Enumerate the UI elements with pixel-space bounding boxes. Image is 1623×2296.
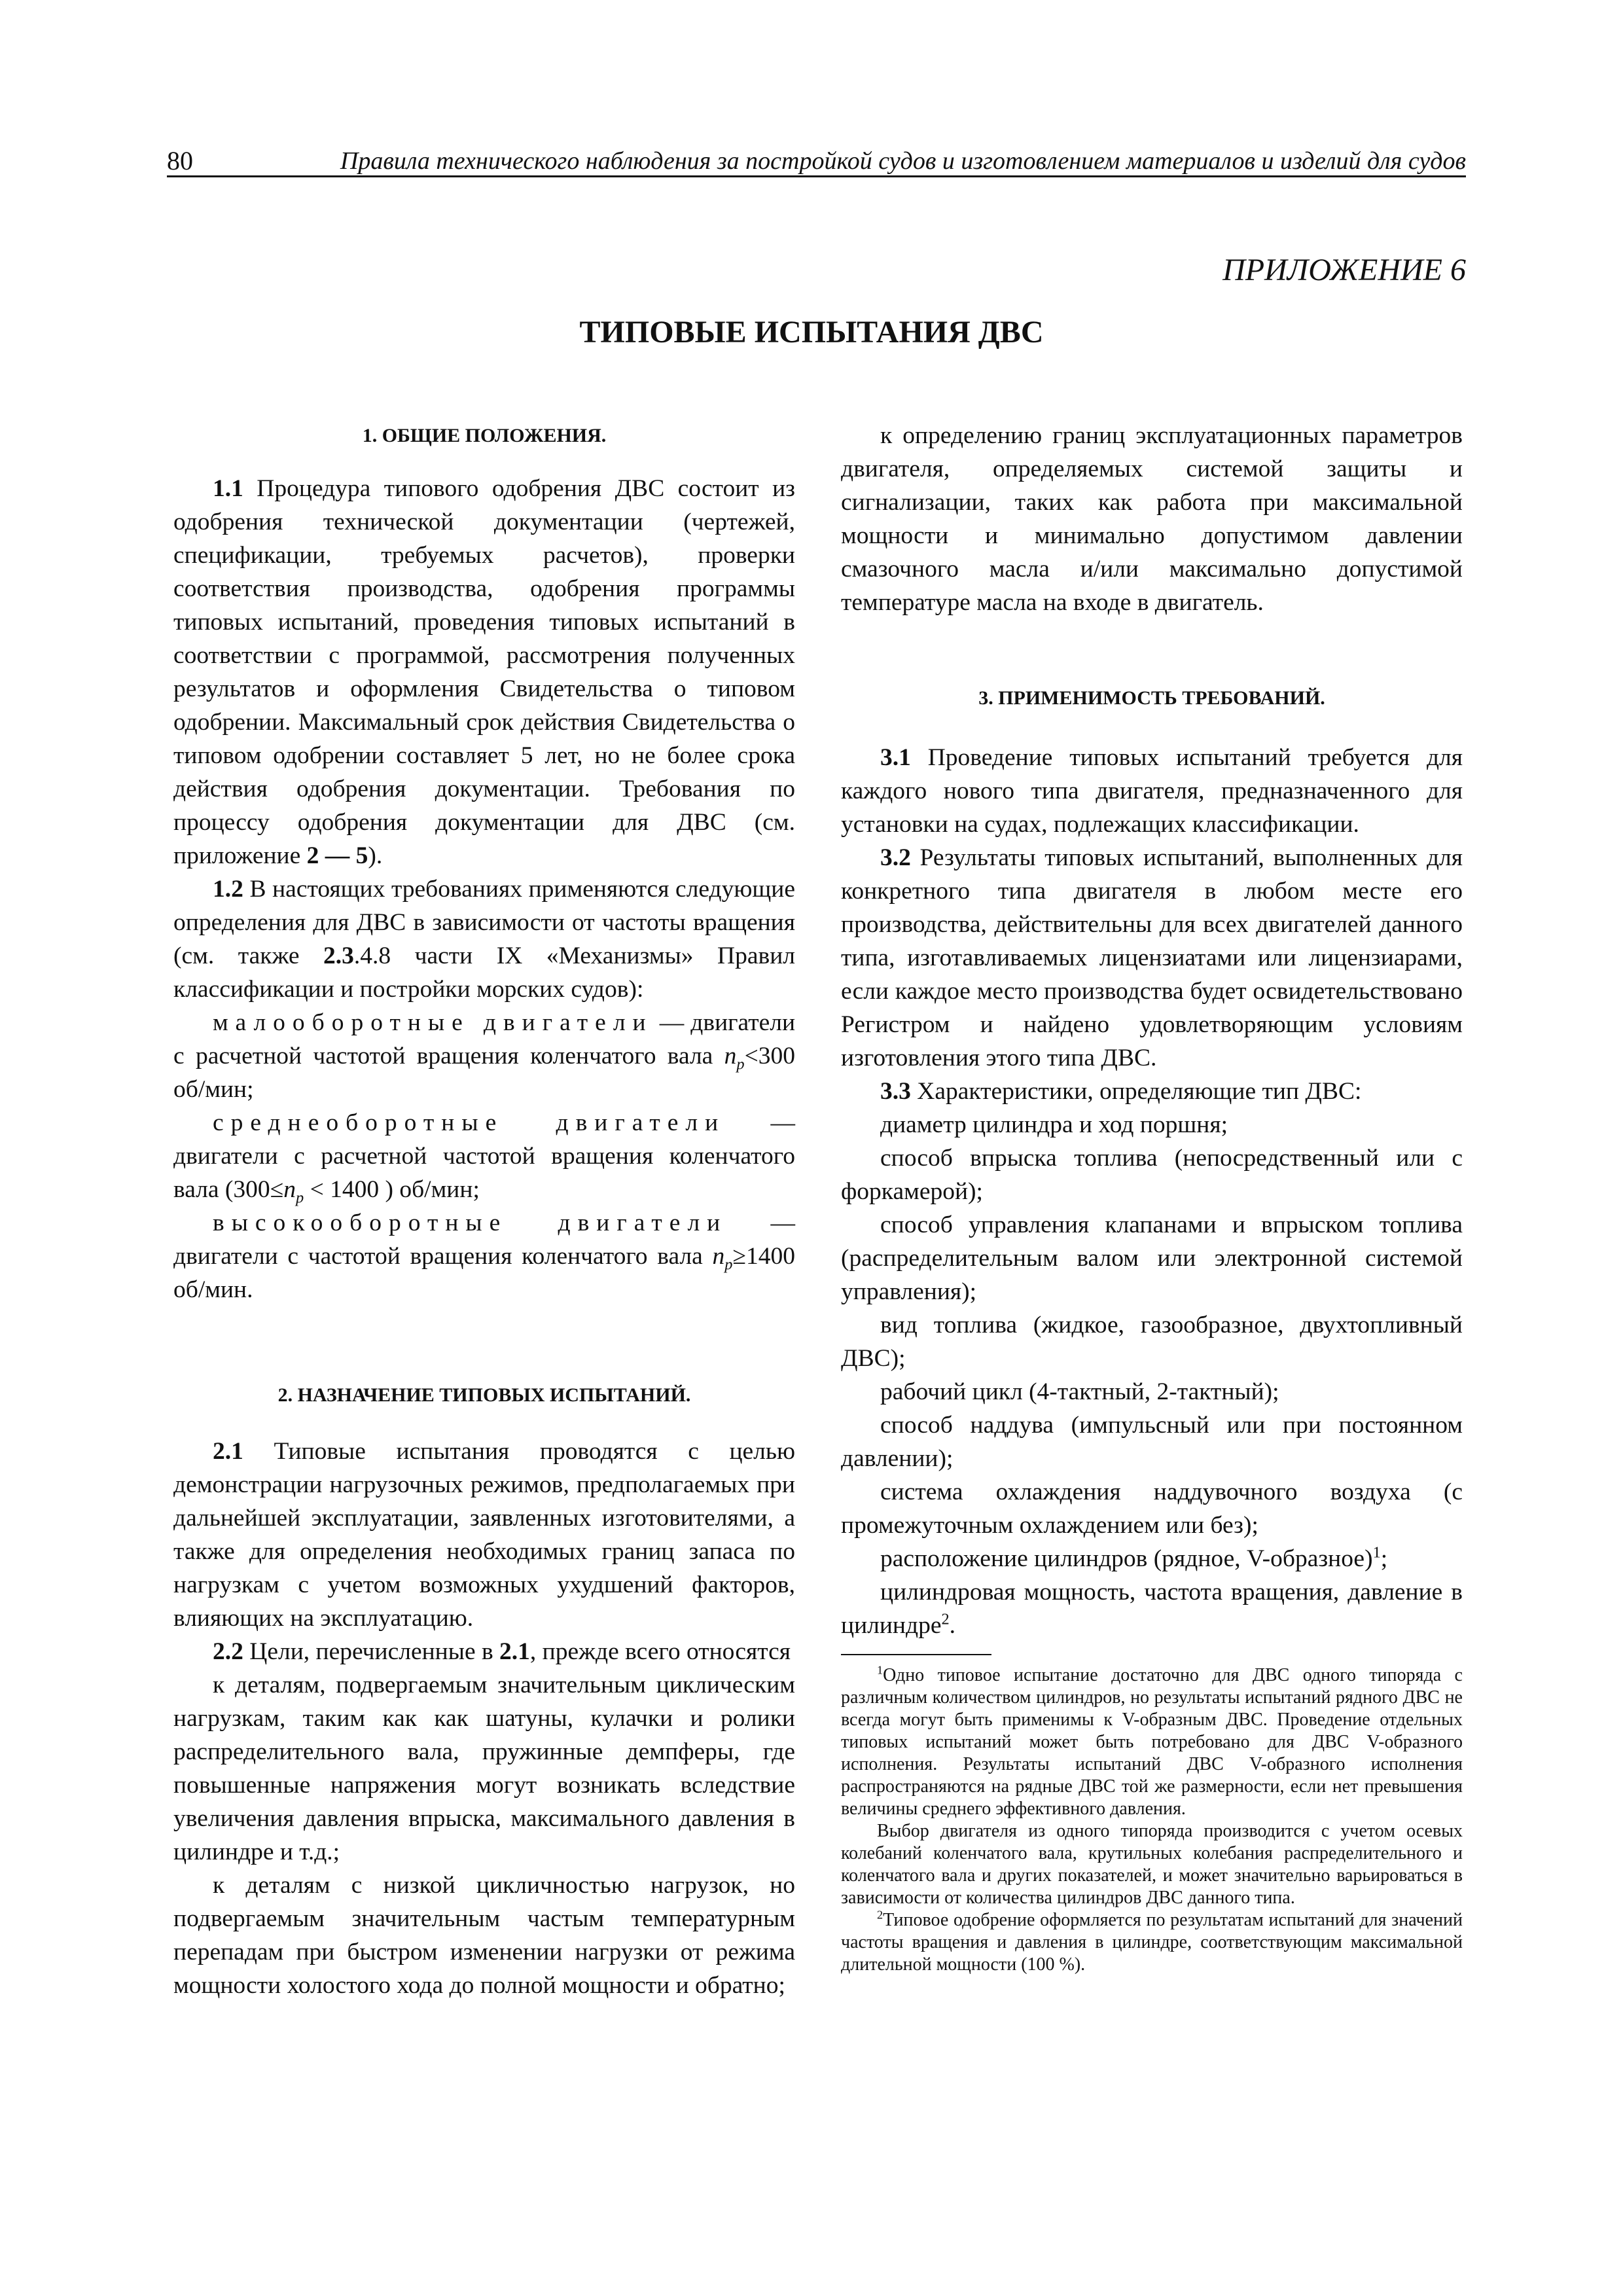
- section-2-heading: 2. НАЗНАЧЕНИЕ ТИПОВЫХ ИСПЫТАНИЙ.: [277, 1384, 691, 1406]
- appendix-label: ПРИЛОЖЕНИЕ 6: [1222, 253, 1466, 287]
- term-low-speed: малооборотные двигатели: [213, 1009, 653, 1036]
- list-item: способ наддува (импульсный или при постоянном давлении);: [841, 1412, 1463, 1472]
- clause-number: 3.1: [880, 744, 911, 771]
- footnote-rule: [841, 1654, 991, 1655]
- term-medium-speed: среднеоборотные двигатели: [213, 1109, 726, 1136]
- footnote-1-continued: Выбор двигателя из одного типоряда производится с учетом осевых колебаний коленчатого вала, крутильных колебания распределительного и коленчатого вала и других показателей, и может значительно варьироваться в зависимости от количества цилиндров ДВС данного типа.: [841, 1821, 1463, 1908]
- section-3-heading: 3. ПРИМЕНИМОСТЬ ТРЕБОВАНИЙ.: [978, 687, 1325, 709]
- clause-reference: 2 — 5: [306, 842, 368, 869]
- paragraph-3-3: 3.3 Характеристики, определяющие тип ДВС:: [880, 1078, 1362, 1105]
- running-title: Правила технического наблюдения за постройкой судов и изготовлением материалов и изделий для судов: [340, 147, 1466, 175]
- paragraph-1-1: 1.1 Процедура типового одобрения ДВС состоит из одобрения технической документации (чертежей, спецификации, требуемых расчетов), проверки соответствия производства, одобрения программы типовых испытаний, проведения типовых испытаний в соответствии с программой, рассмотрения полученных результатов и оформления Свидетельства о типовом одобрении. Максимальный срок действия Свидетельства о типовом одобрении составляет 5 лет, но не более срока действия одобрения документации. Требования по процессу одобрения документации для ДВС (см. приложение 2 — 5).: [173, 475, 795, 869]
- list-item: рабочий цикл (4-тактный, 2-тактный);: [880, 1378, 1279, 1405]
- page-number: 80: [167, 146, 193, 175]
- page-header: [167, 145, 1466, 177]
- clause-number: 2.1: [213, 1438, 243, 1465]
- paragraph-3-2: 3.2 Результаты типовых испытаний, выполненных для конкретного типа двигателя в любом месте его производства, действительны для всех двигателей данного типа, изготавливаемых лицензиатами или лицензиарами, если каждое место производства будет освидетельствовано Регистром и найдено удовлетворяющим условиям изготовления этого типа ДВС.: [841, 844, 1463, 1071]
- footnotes: [841, 1654, 1463, 1976]
- clause-number: 2.2: [213, 1638, 243, 1665]
- list-item: способ впрыска топлива (непосредственный или с форкамерой);: [841, 1145, 1463, 1205]
- definition-high-speed: высокооборотные двигатели — двигатели с частотой вращения коленчатого вала $n_p\ge 1400$ об/мин.: [173, 1210, 796, 1303]
- clause-number: 3.2: [880, 844, 911, 871]
- clause-number: 3.3: [880, 1078, 911, 1105]
- list-item: система охлаждения наддувочного воздуха (с промежуточным охлаждением или без);: [841, 1479, 1463, 1539]
- clause-number: 1.2: [213, 876, 243, 903]
- list-item: цилиндровая мощность, частота вращения, давление в цилиндре$^2$.: [841, 1579, 1463, 1639]
- paragraph-2-2-item-2: к деталям с низкой цикличностью нагрузок, но подвергаемым значительным частым температурным перепадам при быстром изменении нагрузки от режима мощности холостого хода до полной мощности и обратно;: [173, 1872, 795, 1999]
- list-item: диаметр цилиндра и ход поршня;: [880, 1111, 1228, 1138]
- footnote-marker: 2: [941, 1610, 950, 1628]
- right-column: [841, 419, 1463, 1976]
- clause-number: 1.1: [213, 475, 243, 502]
- section-1-heading: 1. ОБЩИЕ ПОЛОЖЕНИЯ.: [362, 425, 607, 446]
- definition-low-speed: малооборотные двигатели — двигатели с расчетной частотой вращения коленчатого вала $n_p<300$ об/мин;: [173, 1009, 796, 1103]
- paragraph-2-2: 2.2 Цели, перечисленные в 2.1, прежде всего относятся: [213, 1638, 791, 1665]
- left-column: [173, 419, 795, 2002]
- list-item: расположение цилиндров (рядное, V-образное)$^1$;: [880, 1543, 1388, 1572]
- term-high-speed: высокооборотные двигатели: [213, 1210, 728, 1236]
- footnote-marker: 1: [1372, 1543, 1381, 1562]
- definition-medium-speed: среднеоборотные двигатели — двигатели с расчетной частотой вращения коленчатого вала ($300\le n_p < 1400$ ) об/мин;: [173, 1109, 795, 1207]
- footnote-1: $^1$Одно типовое испытание достаточно для ДВС одного типоряда с различным количеством цилиндров, но результаты испытаний рядного ДВС не всегда могут быть применимы к V-образным ДВС. Проведение отдельных типовых испытаний может быть потребовано для ДВС V-образного исполнения. Результаты испытаний ДВС V-образного исполнения распространяются на рядные ДВС той же размерности, если нет превышения величины среднего эффективного давления.: [841, 1663, 1463, 1819]
- paragraph-2-2-item-3: к определению границ эксплуатационных параметров двигателя, определяемых системой защиты и сигнализации, таких как работа при максимальной мощности и минимально допустимом давлении смазочного масла и/или максимально допустимой температуре масла на входе в двигатель.: [841, 422, 1463, 616]
- paragraph-1-2: 1.2 В настоящих требованиях применяются следующие определения для ДВС в зависимости от частоты вращения (см. также 2.3.4.8 части IX «Механизмы» Правил классификации и постройки морских судов):: [173, 876, 796, 1003]
- paragraph-3-1: 3.1 Проведение типовых испытаний требуется для каждого нового типа двигателя, предназначенного для установки на судах, подлежащих классификации.: [841, 744, 1463, 838]
- paragraph-2-1: 2.1 Типовые испытания проводятся с целью демонстрации нагрузочных режимов, предполагаемых при дальнейшей эксплуатации, заявленных изготовителями, а также для определения необходимых границ запаса по нагрузкам с учетом возможных ухудшений факторов, влияющих на эксплуатацию.: [173, 1438, 796, 1632]
- list-item: способ управления клапанами и впрыском топлива (распределительным валом или электронной системой управления);: [841, 1211, 1463, 1305]
- footnote-2: $^2$Типовое одобрение оформляется по результатам испытаний для значений частоты вращения и давления в цилиндре, соответствующим максимальной длительной мощности (100 %).: [841, 1908, 1463, 1975]
- paragraph-2-2-item-1: к деталям, подвергаемым значительным циклическим нагрузкам, таким как как шатуны, кулачки и ролики распределительного вала, пружинные демпферы, где повышенные напряжения могут возникать вследствие увеличения давления впрыска, максимального давления в цилиндре и т.д.;: [173, 1672, 795, 1865]
- clause-reference: 2.1: [499, 1638, 530, 1665]
- document-title: ТИПОВЫЕ ИСПЫТАНИЯ ДВС: [579, 315, 1044, 350]
- list-item: вид топлива (жидкое, газообразное, двухтопливный ДВС);: [841, 1312, 1463, 1372]
- clause-reference: 2.3: [323, 942, 354, 969]
